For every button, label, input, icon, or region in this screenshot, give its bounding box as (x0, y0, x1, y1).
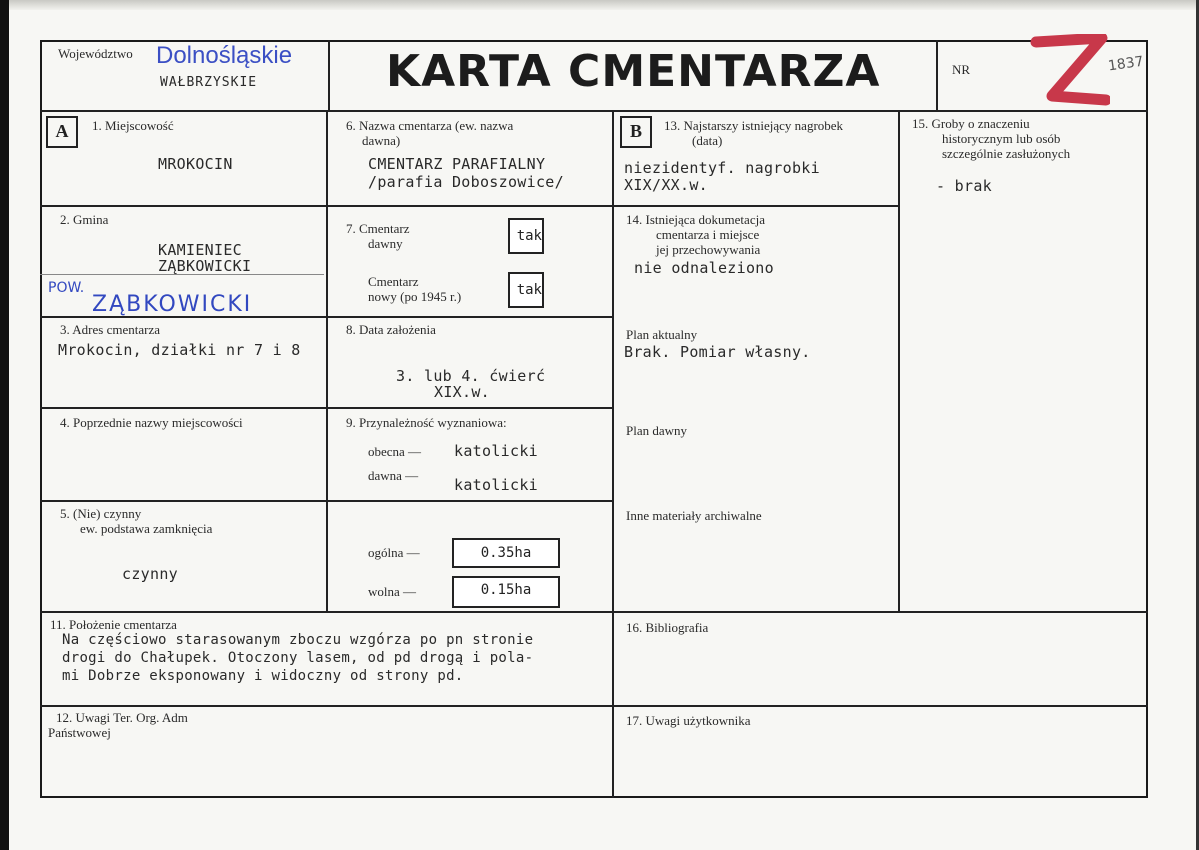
wojewodztwo-label: Województwo (58, 46, 133, 61)
row-line (326, 205, 614, 207)
f1-value: MROKOCIN (158, 155, 233, 173)
f14-label-3: jej przechowywania (656, 242, 761, 257)
f14-label-2: cmentarza i miejsce (656, 227, 760, 242)
plan-aktualny-label: Plan aktualny (626, 327, 698, 342)
f4-label: 4. Poprzednie nazwy miejscowości (60, 415, 243, 430)
row-line (612, 205, 900, 207)
f14-value: nie odnaleziono (634, 259, 774, 277)
f11-line-1: Na częściowo starasowanym zboczu wzgórza po pn stronie (62, 632, 534, 648)
f8-value-1: 3. lub 4. ćwierć (396, 367, 546, 385)
f13-label-2: (data) (692, 133, 723, 148)
header-divider-1 (328, 40, 330, 112)
f7-nowy-box (508, 272, 544, 308)
f2-value-1: KAMIENIEC (158, 241, 242, 259)
frame-bottom (40, 796, 1148, 798)
scan-edge-left (0, 0, 9, 850)
f7-label: 7. Cmentarz (346, 221, 410, 236)
frame-right (1146, 40, 1148, 798)
f6-value-2: /parafia Doboszowice/ (368, 173, 564, 191)
f10-ogolna-label: ogólna — (368, 545, 420, 560)
f2-label: 2. Gmina (60, 212, 109, 227)
col-divider-1 (326, 110, 328, 613)
row-line (326, 500, 614, 502)
header-bottom (40, 110, 1148, 112)
f10-wolna-value: 0.15ha (480, 582, 532, 598)
f11-line-3: mi Dobrze eksponowany i widoczny od strony pd. (62, 668, 464, 684)
plan-aktualny-value: Brak. Pomiar własny. (624, 343, 811, 361)
header-divider-2 (936, 40, 938, 112)
f9-dawna-label: dawna — (368, 468, 419, 483)
f16-label: 16. Bibliografia (626, 620, 709, 635)
wojewodztwo-old: WAŁBRZYSKIE (160, 75, 258, 90)
nr-pencil: 1837 (1107, 53, 1145, 75)
f9-label: 9. Przynależność wyznaniowa: (346, 415, 507, 430)
card-title: KARTA CMENTARZA (386, 46, 881, 97)
f9-obecna-label: obecna — (368, 444, 422, 459)
f11-line-2: drogi do Chałupek. Otoczony lasem, od pd drogą i pola- (62, 650, 534, 666)
row-line (40, 407, 328, 409)
f6-value-1: CMENTARZ PARAFIALNY (368, 155, 546, 173)
f8-value-2: XIX.w. (434, 383, 490, 401)
f5-label-2: ew. podstawa zamknięcia (80, 521, 213, 536)
wojewodztwo-stamp: Dolnośląskie (156, 42, 293, 69)
f15-label-1: 15. Groby o znaczeniu (912, 116, 1030, 131)
f7-dawny-label: dawny (368, 236, 403, 251)
f15-label-3: szczególnie zasłużonych (942, 146, 1071, 161)
f5-label-1: 5. (Nie) czynny (60, 506, 142, 521)
f10-ogolna-box (452, 538, 560, 568)
section-b-box: B (620, 116, 652, 148)
f13-value-2: XIX/XX.w. (624, 176, 708, 194)
nr-stamp (1030, 34, 1110, 119)
f9-obecna-value: katolicki (454, 442, 538, 460)
f14-label-1: 14. Istniejąca dokumetacja (626, 212, 765, 227)
row-line-full (40, 611, 1148, 613)
nr-label: NR (952, 62, 971, 77)
f7-nowy-label-2: nowy (po 1945 r.) (368, 289, 462, 304)
f13-label-1: 13. Najstarszy istniejący nagrobek (664, 118, 844, 133)
f13-value-1: niezidentyf. nagrobki (624, 159, 820, 177)
f8-label: 8. Data założenia (346, 322, 436, 337)
frame-left (40, 40, 42, 798)
f7-nowy-value: tak (516, 282, 542, 298)
f7-dawny-value: tak (516, 228, 542, 244)
f3-label: 3. Adres cmentarza (60, 322, 160, 337)
f17-label: 17. Uwagi użytkownika (626, 713, 751, 728)
row-line (40, 205, 328, 207)
f7-nowy-label-1: Cmentarz (368, 274, 419, 289)
row-line (326, 316, 614, 318)
f7-dawny-box (508, 218, 544, 254)
plan-dawny-label: Plan dawny (626, 423, 688, 438)
row-line (40, 500, 328, 502)
f15-label-2: historycznym lub osób (942, 131, 1061, 146)
col-divider-2 (612, 110, 614, 798)
f9-dawna-value: katolicki (454, 476, 538, 494)
f1-label: 1. Miejscowość (92, 118, 174, 133)
f10-wolna-box (452, 576, 560, 608)
section-a-box: A (46, 116, 78, 148)
scan-edge-top (9, 0, 1196, 10)
row-line (40, 705, 614, 707)
col-divider-3 (898, 110, 900, 613)
f5-value: czynny (122, 565, 178, 583)
f10-ogolna-value: 0.35ha (480, 545, 532, 561)
row-line (326, 407, 614, 409)
f3-value: Mrokocin, działki nr 7 i 8 (58, 341, 301, 359)
f12-label-1: 12. Uwagi Ter. Org. Adm (56, 710, 188, 725)
f2-pow-value: ZĄBKOWICKI (92, 292, 253, 317)
f6-label-1: 6. Nazwa cmentarza (ew. nazwa (346, 118, 514, 133)
f6-label-2: dawna) (362, 133, 401, 148)
f11-label: 11. Położenie cmentarza (50, 617, 177, 632)
f2-value-2: ZĄBKOWICKI (158, 257, 252, 275)
f15-value: - brak (936, 177, 992, 195)
red-z-stamp-icon (1030, 34, 1110, 114)
inne-materialy-label: Inne materiały archiwalne (626, 508, 762, 523)
f12-label-2: Państwowej (48, 725, 111, 740)
f2-pow-label: POW. (48, 280, 85, 296)
f10-wolna-label: wolna — (368, 584, 417, 599)
row-line (612, 705, 1148, 707)
